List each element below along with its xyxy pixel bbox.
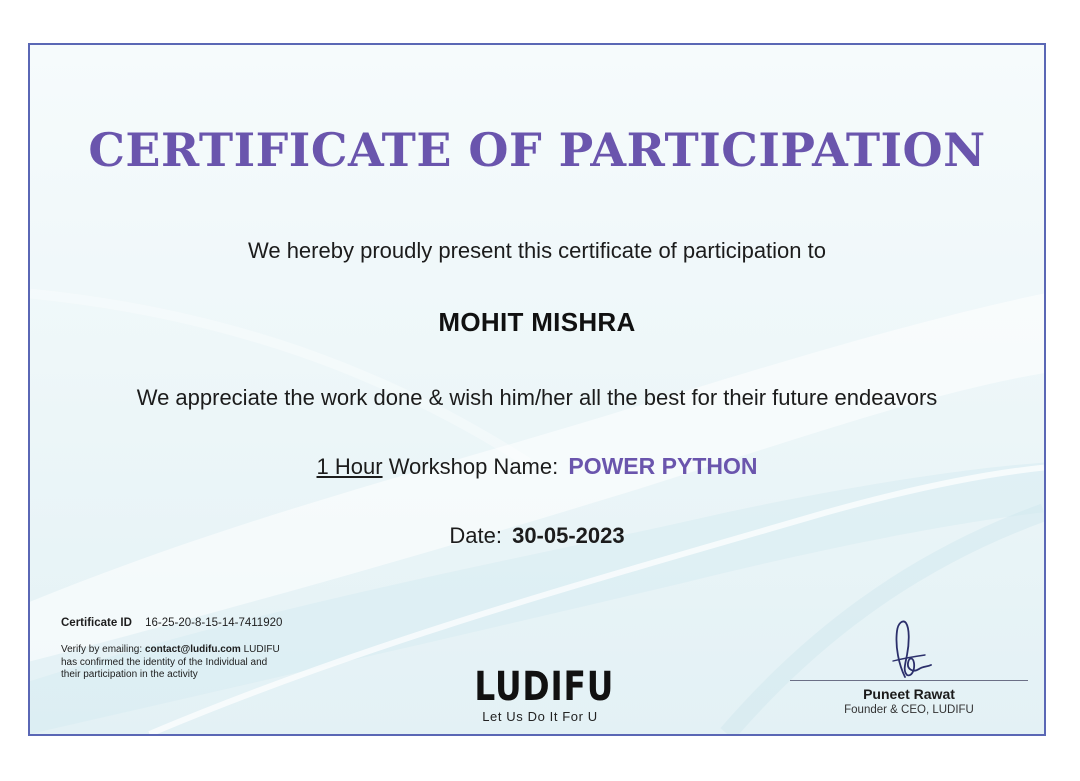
workshop-label: Workshop Name: [388,454,559,479]
certificate-id-value: 16-25-20-8-15-14-7411920 [145,617,283,629]
verification-note [61,644,289,682]
workshop-duration: 1 Hour [316,454,383,479]
ludifu-logo [460,665,620,724]
logo-brand: LUDIFU [474,664,615,710]
verify-prefix: Verify by emailing: [61,644,143,655]
logo-tagline: Let Us Do It For U [482,709,598,724]
signature-line [790,680,1028,681]
recipient-name: MOHIT MISHRA [438,307,636,337]
signature-block [790,615,1028,725]
certificate-frame [28,43,1046,736]
signature-scribble [885,617,935,681]
date-label: Date: [449,523,502,548]
date-line [30,523,1044,549]
signatory-name: Puneet Rawat [863,686,955,702]
certificate-title: CERTIFICATE OF PARTICIPATION [88,123,986,177]
certificate-id [61,617,282,629]
signatory-role: Founder & CEO, LUDIFU [844,704,974,716]
verify-text: LUDIFU has confirmed the identity of the Individual and their participation in the activity [61,644,280,680]
workshop-line [30,453,1044,480]
verify-email: contact@ludifu.com [144,644,241,655]
appreciation-text: We appreciate the work done & wish him/her all the best for their future endeavors [136,385,938,410]
certificate-id-label: Certificate ID [61,617,132,629]
date-value: 30-05-2023 [512,523,625,548]
workshop-name: POWER PYTHON [568,453,758,479]
presentation-text: We hereby proudly present this certificate of participation to [247,238,826,263]
